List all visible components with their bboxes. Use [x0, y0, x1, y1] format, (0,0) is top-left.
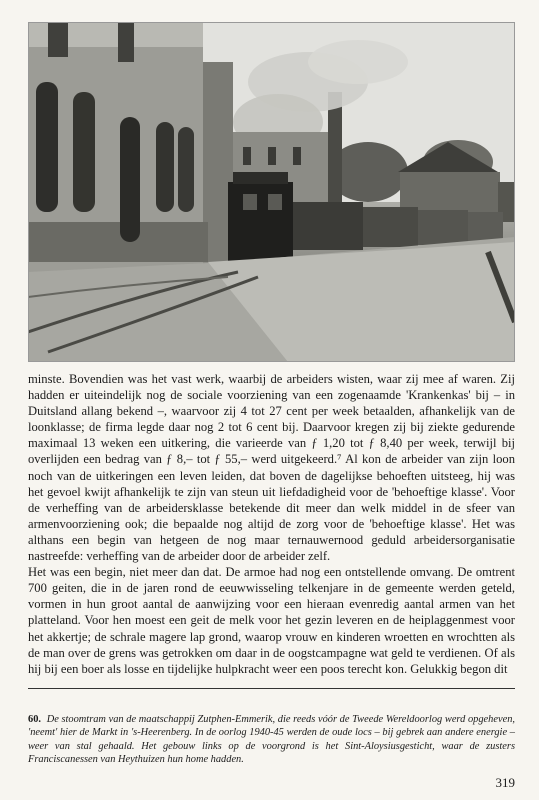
figure-caption: [28, 713, 515, 767]
page-number: 319: [495, 775, 515, 790]
steam-tram-photo: [28, 22, 515, 362]
paragraph: minste. Bovendien was het vast werk, waarbij de arbeiders wisten, waar zij mee af waren. Zij hadden er uiteindelijk nog de sociale voorziening van een zogenaamde 'Krankenkas' bij – in Duitsland allang bekend –, waarvoor zij 4 tot 27 cent per week betaalden, afhankelijk van de loonklasse; de firma legde daar nog 2 tot 6 cent bij. Daarvoor kregen zij bij ziekte gedurende maximaal 13 weken een uitkering, die varieerde van ƒ 1,20 tot ƒ 8,40 per week, terwijl bij overlijden een bedrag van ƒ 8,– tot ƒ 55,– werd uitgekeerd.⁷ Al kon de arbeider van zijn loon noch van de uitkeringen een leven leiden, dat boven de dagelijkse behoeften uitsteeg, hij was het gevoel kwijt afhankelijk te zijn van steun uit liefdadigheid voor de 'behoeftige klasse'. Voor de verheffing van de arbeidersklasse betekende dit meer dan welk middel in de sfeer van armenvoorziening ook; die bepaalde nog altijd de zorg voor de 'behoeftige klasse'. Het was althans een begin van hetgeen de nog maar ternauwernood geduld arbeidersorganisatie nastreefde: verheffing van de arbeider door de arbeider zelf.: [28, 372, 515, 564]
footnote-divider: [28, 688, 515, 689]
body-text: [28, 371, 515, 677]
caption-number: 60.: [28, 714, 41, 725]
caption-text: De stoomtram van de maatschappij Zutphen-Emmerik, die reeds vóór de Tweede Wereldoorlog werd opgeheven, 'neemt' hier de Markt in 's-Heerenberg. In de oorlog 1940-45 werden de oude locs – bij gebrek aan andere energie – weer van stal gehaald. Het gebouw links op de voorgrond is het Sint-Aloysiusgesticht, waar de zusters Franciscanessen van Heythuizen hun home hadden.: [28, 714, 515, 766]
paragraph: Het was een begin, niet meer dan dat. De armoe had nog een ontstellende omvang. De omtrent 700 geiten, die in de jaren rond de eeuwwisseling telkenjare in de gemeente werden geteld, vormen in hun groot aantal de aanwijzing voor een hieraan evenredig aantal armen van het platteland. Voor hen moest een geit de melk voor het gezin leveren en de heiplaggenmest voor het akkertje; de schrale magere lap grond, waarop vrouw en kinderen wroetten en wrochtten als de man over de grens was getrokken om daar in de oogstcampagne wat geld te verdienen. Of als hij bij een boer als losse en tijdelijke hulpkracht weer een poos terecht kon. Gelukkig begon dit: [28, 565, 515, 676]
